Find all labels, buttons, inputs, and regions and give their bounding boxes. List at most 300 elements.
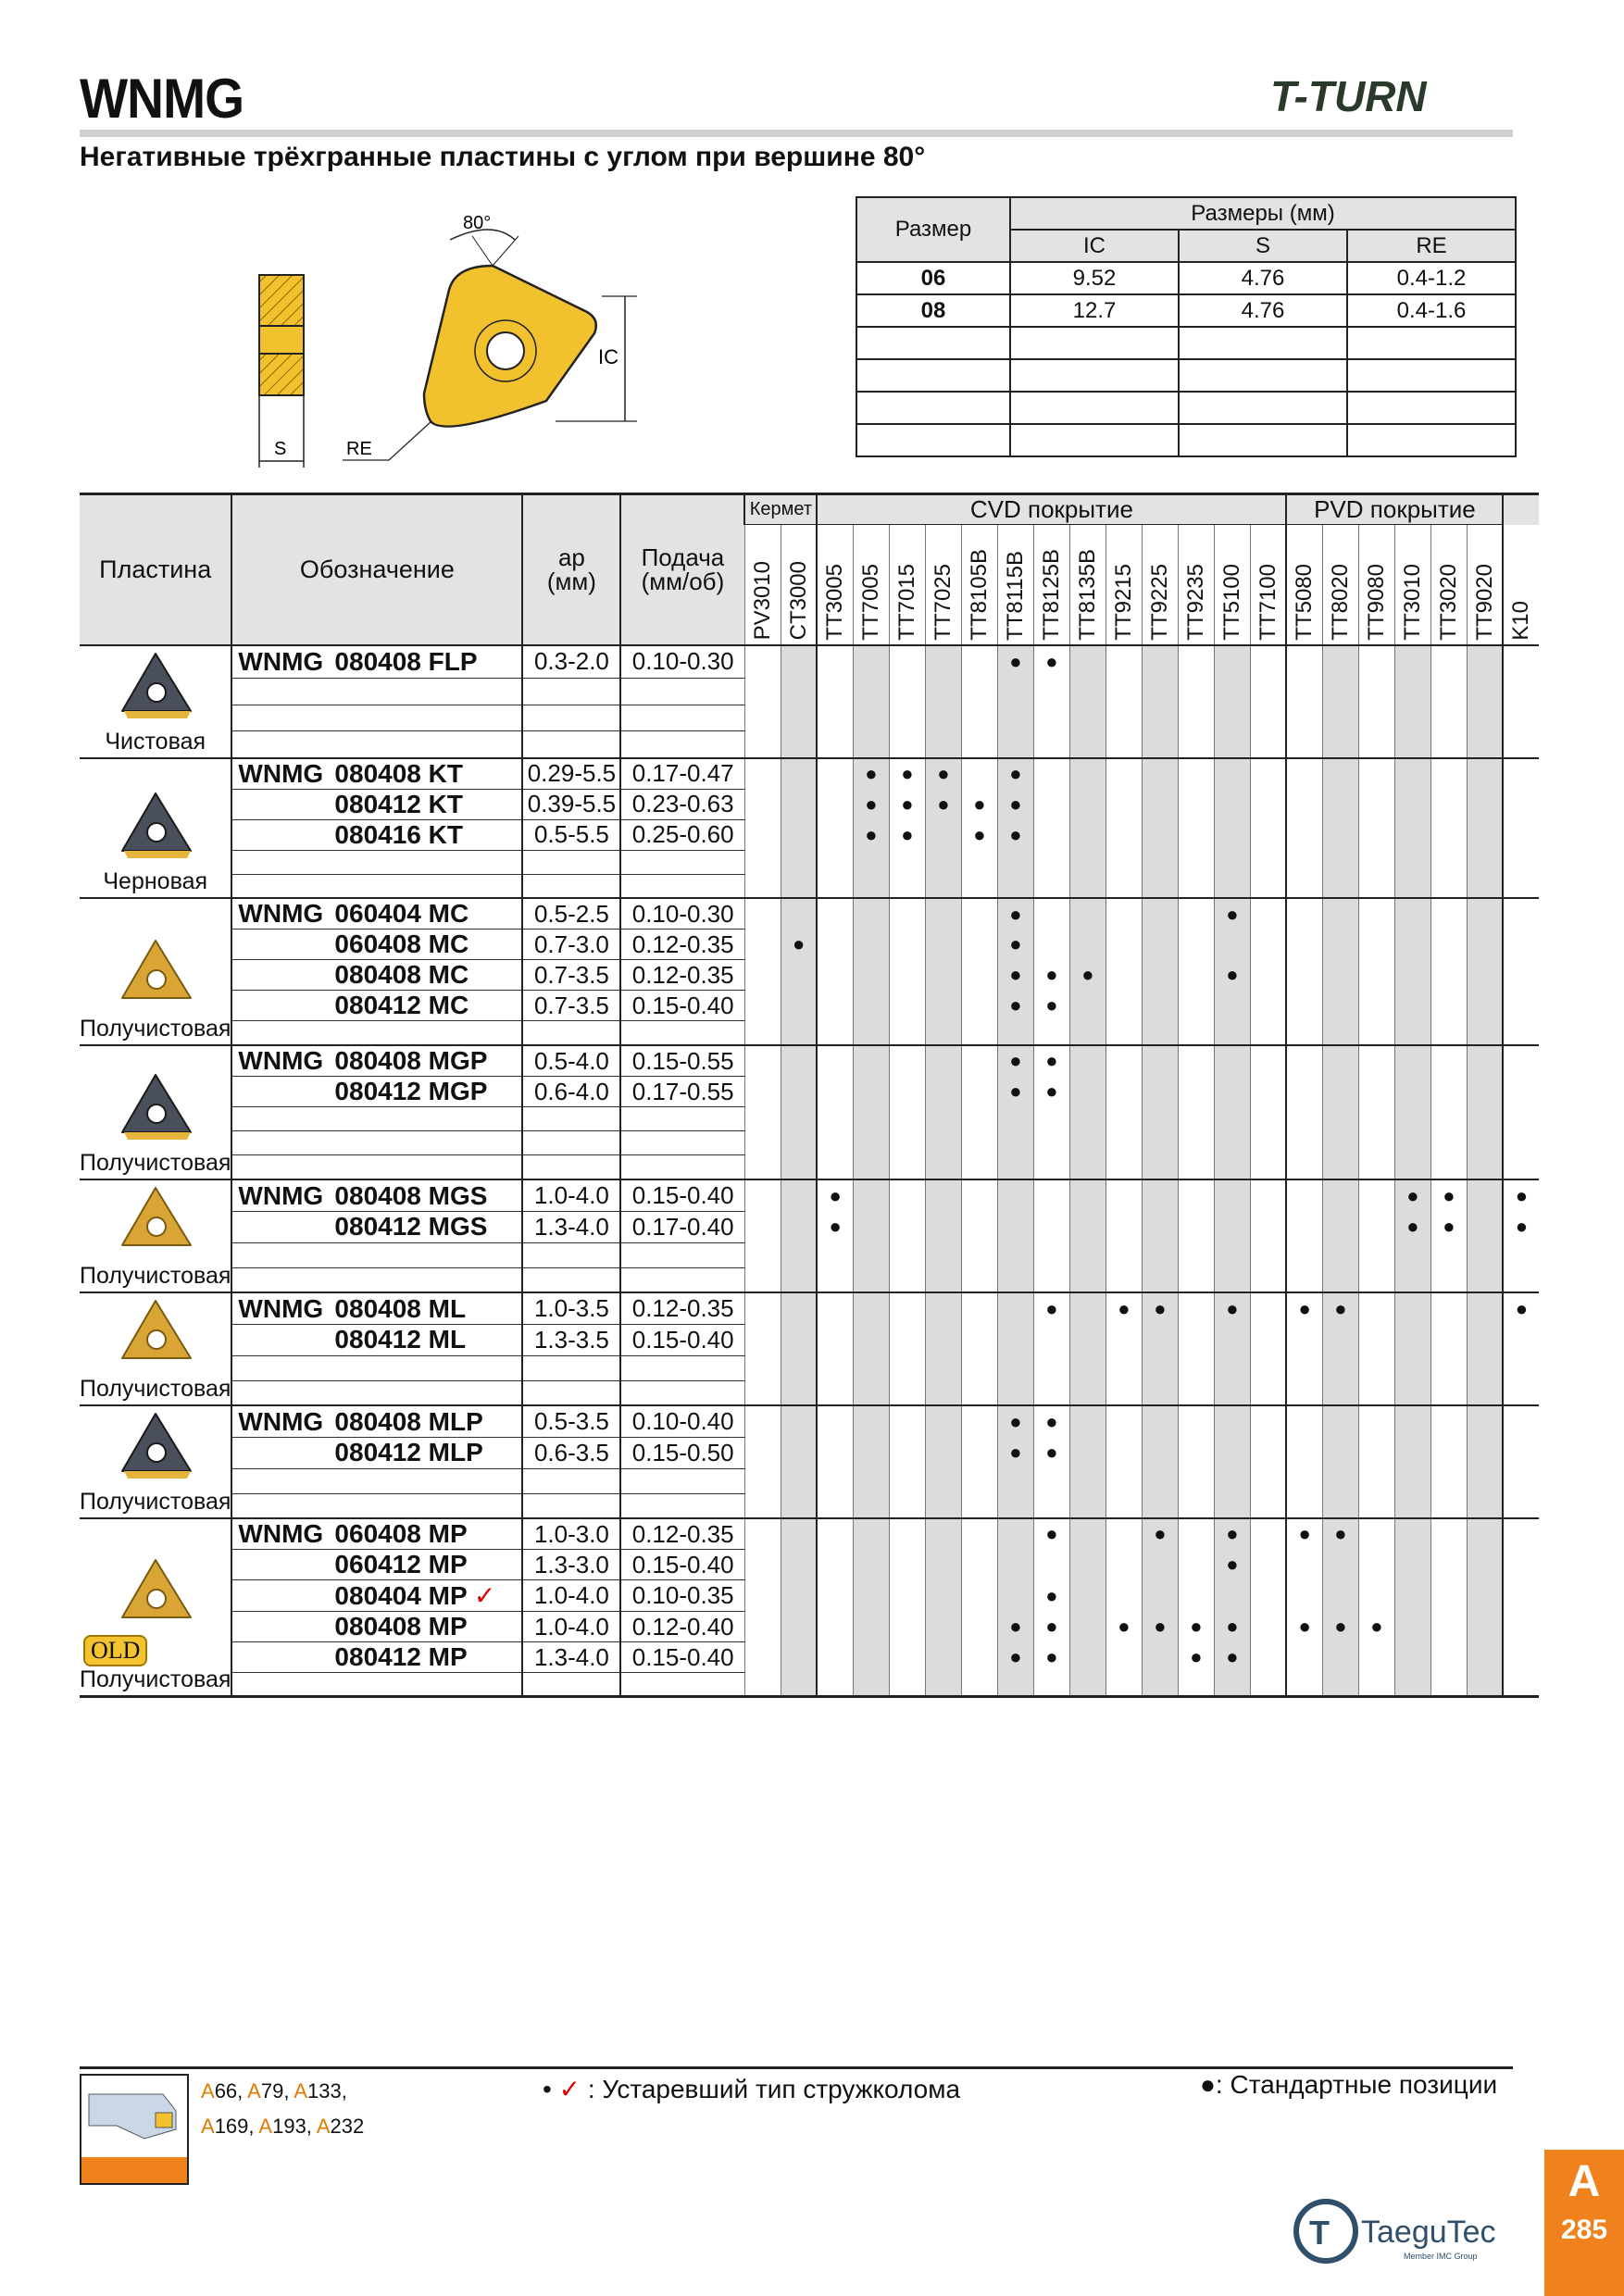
ref-letter: A bbox=[316, 2115, 331, 2138]
feed-cell: 0.12-0.40 bbox=[620, 1612, 744, 1642]
grade-availability-cell bbox=[1106, 1155, 1142, 1179]
ap-cell-empty bbox=[522, 1673, 620, 1697]
grade-availability-cell bbox=[781, 1045, 817, 1077]
grade-availability-cell bbox=[1467, 960, 1503, 991]
feed-cell-empty bbox=[620, 1493, 744, 1518]
grade-availability-cell bbox=[781, 960, 817, 991]
designation-prefix: WNMG bbox=[238, 646, 324, 676]
grade-availability-cell bbox=[1069, 1580, 1106, 1612]
standard-dot-icon: ● bbox=[1226, 1615, 1239, 1639]
grade-header bbox=[1106, 525, 1142, 645]
insert-cell bbox=[80, 1292, 231, 1405]
refs-line-1 bbox=[201, 2074, 364, 2109]
grade-availability-cell bbox=[1467, 789, 1503, 819]
grade-availability-cell bbox=[1069, 1642, 1106, 1673]
ap-cell: 0.29-5.5 bbox=[522, 758, 620, 790]
grade-availability-cell bbox=[1250, 1045, 1286, 1077]
feed-cell-empty bbox=[620, 1468, 744, 1493]
standard-dot-icon: ● bbox=[1081, 963, 1094, 987]
grade-availability-cell bbox=[1250, 819, 1286, 850]
grade-availability-cell bbox=[853, 1292, 889, 1324]
grade-availability-cell bbox=[1106, 960, 1142, 991]
grade-availability-cell bbox=[1467, 758, 1503, 790]
table-row bbox=[80, 1580, 1539, 1612]
grade-availability-cell bbox=[1214, 1518, 1250, 1550]
insert-photo-gold bbox=[117, 1184, 194, 1256]
grade-availability-cell bbox=[853, 1612, 889, 1642]
grade-availability-cell bbox=[1430, 1077, 1467, 1107]
grade-availability-cell bbox=[1069, 705, 1106, 731]
grade-availability-cell bbox=[1069, 1355, 1106, 1380]
grade-availability-cell bbox=[1394, 960, 1430, 991]
grade-availability-cell bbox=[997, 645, 1033, 679]
ap-cell-empty bbox=[522, 1021, 620, 1045]
grade-availability-cell bbox=[817, 991, 853, 1021]
grade-availability-cell bbox=[925, 960, 961, 991]
ref-page[interactable]: 169, bbox=[214, 2115, 259, 2138]
standard-dot-icon: ● bbox=[1009, 761, 1022, 785]
standard-dot-icon: ● bbox=[1515, 1296, 1529, 1320]
grade-availability-cell bbox=[1286, 1212, 1322, 1243]
designation-cell-empty bbox=[231, 850, 522, 874]
grade-availability-cell bbox=[1214, 1493, 1250, 1518]
grade-availability-cell bbox=[1142, 1045, 1178, 1077]
grade-availability-cell bbox=[781, 645, 817, 679]
grade-availability-cell bbox=[1106, 1212, 1142, 1243]
grade-availability-cell bbox=[1467, 1612, 1503, 1642]
grade-availability-cell bbox=[1178, 1021, 1214, 1045]
grade-availability-cell bbox=[1394, 1325, 1430, 1356]
grade-availability-cell bbox=[1069, 1267, 1106, 1292]
grade-availability-cell bbox=[1250, 1179, 1286, 1211]
size-cell: 06 bbox=[856, 262, 1010, 294]
grade-availability-cell bbox=[744, 1493, 781, 1518]
grade-header bbox=[853, 525, 889, 645]
grade-availability-cell bbox=[1430, 930, 1467, 960]
grade-availability-cell bbox=[1503, 789, 1539, 819]
grade-availability-cell bbox=[1467, 1292, 1503, 1324]
insert-photo-gold bbox=[117, 1556, 194, 1628]
grade-availability-cell bbox=[1106, 874, 1142, 898]
grade-availability-cell bbox=[1286, 1267, 1322, 1292]
grade-availability-cell bbox=[925, 1155, 961, 1179]
grade-availability-cell bbox=[1214, 1212, 1250, 1243]
ref-page[interactable]: 133, bbox=[307, 2079, 347, 2103]
standard-dot-icon: ● bbox=[937, 761, 950, 785]
grade-availability-cell bbox=[1033, 758, 1069, 790]
grade-availability-cell bbox=[853, 645, 889, 679]
ap-cell: 0.5-4.0 bbox=[522, 1045, 620, 1077]
grade-availability-cell bbox=[1178, 1107, 1214, 1131]
grade-availability-cell bbox=[1322, 758, 1358, 790]
grade-availability-cell bbox=[1214, 1325, 1250, 1356]
grade-availability-cell bbox=[817, 1045, 853, 1077]
designation-code: 080412 MGP bbox=[334, 1077, 488, 1106]
grade-availability-cell bbox=[1214, 819, 1250, 850]
grade-availability-cell bbox=[1033, 731, 1069, 758]
grade-availability-cell bbox=[1142, 898, 1178, 930]
ap-cell: 0.39-5.5 bbox=[522, 789, 620, 819]
grade-availability-cell bbox=[1358, 679, 1394, 705]
standard-dot-icon: ● bbox=[865, 822, 878, 846]
standard-dot-icon: ● bbox=[1154, 1615, 1167, 1639]
ic-cell: 9.52 bbox=[1010, 262, 1179, 294]
feed-cell-empty bbox=[620, 1131, 744, 1155]
designation-cell-empty bbox=[231, 1242, 522, 1267]
table-row bbox=[80, 1292, 1539, 1324]
grade-availability-cell bbox=[1358, 819, 1394, 850]
grade-availability-cell bbox=[889, 960, 925, 991]
designation-cell-empty bbox=[231, 679, 522, 705]
grade-availability-cell bbox=[1250, 679, 1286, 705]
grade-availability-cell bbox=[1069, 758, 1106, 790]
grade-availability-cell bbox=[853, 1518, 889, 1550]
ap-cell-empty bbox=[522, 705, 620, 731]
designation-prefix: WNMG bbox=[238, 758, 324, 788]
grade-availability-cell bbox=[1033, 1267, 1069, 1292]
standard-dot-icon: ● bbox=[1009, 993, 1022, 1017]
table-row bbox=[80, 1267, 1539, 1292]
grade-availability-cell bbox=[1430, 960, 1467, 991]
grade-availability-cell bbox=[817, 1131, 853, 1155]
grade-availability-cell bbox=[1467, 898, 1503, 930]
grade-header bbox=[1467, 525, 1503, 645]
grade-availability-cell bbox=[1142, 1179, 1178, 1211]
grade-availability-cell bbox=[817, 1021, 853, 1045]
table-row bbox=[80, 1518, 1539, 1550]
grade-availability-cell bbox=[925, 705, 961, 731]
size-cell: 08 bbox=[856, 294, 1010, 327]
grade-availability-cell bbox=[925, 1045, 961, 1077]
grade-availability-cell bbox=[1142, 1292, 1178, 1324]
grade-availability-cell bbox=[853, 1355, 889, 1380]
ref-page[interactable]: 66, bbox=[214, 2079, 248, 2103]
grade-availability-cell bbox=[1322, 705, 1358, 731]
ap-cell: 0.6-4.0 bbox=[522, 1077, 620, 1107]
grade-availability-cell bbox=[1394, 850, 1430, 874]
table-row bbox=[80, 991, 1539, 1021]
grade-availability-cell bbox=[1142, 789, 1178, 819]
grade-availability-cell bbox=[925, 1131, 961, 1155]
grade-availability-cell bbox=[997, 679, 1033, 705]
designation-prefix: WNMG bbox=[238, 1046, 324, 1076]
grade-label: PV3010 bbox=[749, 561, 775, 641]
standard-dot-icon: ● bbox=[1370, 1615, 1383, 1639]
grade-availability-cell bbox=[1033, 1438, 1069, 1469]
insert-cell bbox=[80, 758, 231, 899]
ap-cell: 0.5-2.5 bbox=[522, 898, 620, 930]
grade-availability-cell bbox=[889, 1107, 925, 1131]
grade-availability-cell bbox=[1214, 1267, 1250, 1292]
grade-availability-cell bbox=[1106, 1468, 1142, 1493]
grade-availability-cell bbox=[925, 1021, 961, 1045]
grade-availability-cell bbox=[1322, 1673, 1358, 1697]
grade-availability-cell bbox=[744, 1518, 781, 1550]
table-row bbox=[80, 1155, 1539, 1179]
grade-availability-cell bbox=[853, 819, 889, 850]
grade-availability-cell bbox=[1503, 679, 1539, 705]
designation-code: 080412 MP bbox=[334, 1642, 468, 1672]
grade-availability-cell bbox=[1430, 1292, 1467, 1324]
grade-availability-cell bbox=[1250, 1580, 1286, 1612]
grade-availability-cell bbox=[1322, 1355, 1358, 1380]
grade-availability-cell bbox=[1467, 1405, 1503, 1437]
grade-availability-cell bbox=[853, 1077, 889, 1107]
grade-availability-cell bbox=[781, 1493, 817, 1518]
page-tab bbox=[1544, 2150, 1624, 2296]
grade-availability-cell bbox=[1106, 819, 1142, 850]
designation-cell-empty bbox=[231, 1107, 522, 1131]
insert-photo-dark bbox=[117, 1410, 194, 1482]
grade-availability-cell bbox=[997, 1355, 1033, 1380]
grade-availability-cell bbox=[1286, 898, 1322, 930]
feed-cell-empty bbox=[620, 679, 744, 705]
grade-availability-cell bbox=[1358, 991, 1394, 1021]
grade-availability-cell bbox=[1178, 1673, 1214, 1697]
grade-availability-cell bbox=[1250, 1131, 1286, 1155]
grade-availability-cell bbox=[889, 850, 925, 874]
grade-availability-cell bbox=[997, 1468, 1033, 1493]
insert-photo-dark bbox=[117, 650, 194, 722]
grade-availability-cell bbox=[1503, 819, 1539, 850]
grade-availability-cell bbox=[1250, 1077, 1286, 1107]
grade-label: K10 bbox=[1508, 600, 1534, 641]
grade-availability-cell bbox=[1250, 1325, 1286, 1356]
grade-availability-cell bbox=[1322, 960, 1358, 991]
grade-availability-cell bbox=[744, 1107, 781, 1131]
standard-dot-icon: ● bbox=[1045, 1296, 1058, 1320]
table-row bbox=[80, 850, 1539, 874]
grade-availability-cell bbox=[1178, 1242, 1214, 1267]
grade-availability-cell bbox=[961, 758, 997, 790]
grade-availability-cell bbox=[1430, 1355, 1467, 1380]
standard-dot-icon: ● bbox=[901, 761, 914, 785]
grade-availability-cell bbox=[853, 960, 889, 991]
grade-availability-cell bbox=[1467, 1493, 1503, 1518]
grade-availability-cell bbox=[997, 930, 1033, 960]
grade-availability-cell bbox=[889, 1468, 925, 1493]
grade-availability-cell bbox=[781, 1267, 817, 1292]
grade-availability-cell bbox=[1069, 1179, 1106, 1211]
grade-label: TT7025 bbox=[930, 563, 956, 641]
grade-availability-cell bbox=[1286, 930, 1322, 960]
feed-cell-empty bbox=[620, 1021, 744, 1045]
grade-availability-cell bbox=[1286, 1179, 1322, 1211]
grade-availability-cell bbox=[817, 1642, 853, 1673]
ref-page[interactable]: 193, bbox=[272, 2115, 317, 2138]
ap-cell-empty bbox=[522, 1155, 620, 1179]
grade-availability-cell bbox=[744, 789, 781, 819]
grade-availability-cell bbox=[1069, 960, 1106, 991]
grade-availability-cell bbox=[1106, 705, 1142, 731]
ref-letter: A bbox=[294, 2079, 308, 2103]
grade-availability-cell bbox=[1106, 1131, 1142, 1155]
grade-availability-cell bbox=[853, 930, 889, 960]
grade-availability-cell bbox=[1142, 1642, 1178, 1673]
designation-code: 080412 ML bbox=[334, 1325, 467, 1354]
grade-availability-cell bbox=[1467, 991, 1503, 1021]
table-row bbox=[80, 1242, 1539, 1267]
grade-availability-cell bbox=[1142, 1212, 1178, 1243]
grade-availability-cell bbox=[925, 1292, 961, 1324]
grade-availability-cell bbox=[925, 758, 961, 790]
grade-availability-cell bbox=[1430, 1673, 1467, 1697]
grade-availability-cell bbox=[1430, 991, 1467, 1021]
grade-availability-cell bbox=[1214, 1580, 1250, 1612]
grade-availability-cell bbox=[1214, 1077, 1250, 1107]
grade-availability-cell bbox=[1178, 991, 1214, 1021]
designation-cell bbox=[231, 1550, 522, 1580]
grade-availability-cell bbox=[1178, 1077, 1214, 1107]
ap-cell: 1.0-4.0 bbox=[522, 1580, 620, 1612]
grade-availability-cell bbox=[817, 1179, 853, 1211]
grade-availability-cell bbox=[817, 1107, 853, 1131]
grade-availability-cell bbox=[1250, 930, 1286, 960]
side-view bbox=[259, 275, 304, 468]
grade-availability-cell bbox=[1106, 1550, 1142, 1580]
standard-dot-icon: ● bbox=[1226, 1553, 1239, 1577]
table-row bbox=[80, 679, 1539, 705]
grade-availability-cell bbox=[1358, 874, 1394, 898]
grade-availability-cell bbox=[1250, 898, 1286, 930]
grade-availability-cell bbox=[744, 1155, 781, 1179]
grade-availability-cell bbox=[1467, 819, 1503, 850]
grade-availability-cell bbox=[1033, 645, 1069, 679]
designation-code: 080408 FLP bbox=[334, 646, 478, 676]
toolholder-icon bbox=[80, 2074, 189, 2185]
grade-availability-cell bbox=[781, 1107, 817, 1131]
grade-availability-cell bbox=[817, 1242, 853, 1267]
grade-availability-cell bbox=[997, 1518, 1033, 1550]
grade-availability-cell bbox=[1430, 1107, 1467, 1131]
grade-availability-cell bbox=[1069, 1212, 1106, 1243]
grade-availability-cell bbox=[1503, 960, 1539, 991]
grade-availability-cell bbox=[1033, 1131, 1069, 1155]
grade-availability-cell bbox=[781, 850, 817, 874]
table-row bbox=[80, 898, 1539, 930]
grade-availability-cell bbox=[1503, 898, 1539, 930]
grade-availability-cell bbox=[1033, 1405, 1069, 1437]
grade-availability-cell bbox=[1467, 1107, 1503, 1131]
designation-cell bbox=[231, 930, 522, 960]
grade-availability-cell bbox=[1430, 1131, 1467, 1155]
grade-availability-cell bbox=[1394, 1077, 1430, 1107]
standard-dot-icon: ● bbox=[1443, 1215, 1455, 1239]
grade-availability-cell bbox=[961, 1612, 997, 1642]
refs-line-2 bbox=[201, 2109, 364, 2144]
grade-availability-cell bbox=[1503, 1355, 1539, 1380]
grade-availability-cell bbox=[1178, 1131, 1214, 1155]
grade-availability-cell bbox=[817, 874, 853, 898]
feed-cell: 0.15-0.40 bbox=[620, 1179, 744, 1211]
grade-availability-cell bbox=[781, 1380, 817, 1405]
grade-header bbox=[889, 525, 925, 645]
standard-dot-icon: ● bbox=[829, 1215, 842, 1239]
top-view bbox=[343, 213, 637, 460]
designation-cell bbox=[231, 991, 522, 1021]
grade-availability-cell bbox=[1322, 645, 1358, 679]
grade-availability-cell bbox=[1250, 1380, 1286, 1405]
grade-availability-cell bbox=[744, 1612, 781, 1642]
grade-availability-cell bbox=[1358, 1045, 1394, 1077]
ref-page[interactable]: 79, bbox=[260, 2079, 294, 2103]
grade-availability-cell bbox=[1467, 1438, 1503, 1469]
grade-availability-cell bbox=[925, 789, 961, 819]
grade-availability-cell bbox=[997, 850, 1033, 874]
grade-table bbox=[80, 493, 1539, 1698]
grade-availability-cell bbox=[1430, 789, 1467, 819]
feed-cell: 0.15-0.50 bbox=[620, 1438, 744, 1469]
grade-header bbox=[1358, 525, 1394, 645]
grade-availability-cell bbox=[1286, 1155, 1322, 1179]
grade-availability-cell bbox=[1467, 731, 1503, 758]
grade-availability-cell bbox=[1286, 1355, 1322, 1380]
grade-availability-cell bbox=[1503, 1518, 1539, 1550]
grade-availability-cell bbox=[1033, 960, 1069, 991]
ref-page[interactable]: 232 bbox=[330, 2115, 365, 2138]
grade-availability-cell bbox=[889, 1292, 925, 1324]
grade-availability-cell bbox=[1142, 1021, 1178, 1045]
grade-availability-cell bbox=[1430, 1242, 1467, 1267]
feed-header: Подача (мм/об) bbox=[620, 494, 744, 645]
standard-dot-icon: ● bbox=[937, 792, 950, 816]
ap-cell: 0.7-3.0 bbox=[522, 930, 620, 960]
grade-availability-cell bbox=[1033, 930, 1069, 960]
grade-availability-cell bbox=[997, 991, 1033, 1021]
cermet-header: Кермет bbox=[744, 494, 817, 525]
insert-cell bbox=[80, 1518, 231, 1697]
grade-availability-cell bbox=[1250, 758, 1286, 790]
header-rule bbox=[80, 130, 1513, 137]
grade-availability-cell bbox=[744, 1405, 781, 1437]
grade-availability-cell bbox=[961, 960, 997, 991]
designation-cell bbox=[231, 898, 522, 930]
ap-cell-empty bbox=[522, 1131, 620, 1155]
grade-availability-cell bbox=[889, 930, 925, 960]
grade-availability-cell bbox=[1178, 731, 1214, 758]
standard-dot-icon: ● bbox=[1298, 1296, 1311, 1320]
grade-availability-cell bbox=[997, 1107, 1033, 1131]
grade-availability-cell bbox=[744, 731, 781, 758]
feed-cell: 0.10-0.35 bbox=[620, 1580, 744, 1612]
grade-header bbox=[817, 525, 853, 645]
designation-code: 080412 MLP bbox=[334, 1438, 483, 1467]
grade-availability-cell bbox=[1250, 991, 1286, 1021]
grade-availability-cell bbox=[1286, 1325, 1322, 1356]
grade-availability-cell bbox=[1106, 789, 1142, 819]
standard-dot-icon: ● bbox=[865, 792, 878, 816]
grade-availability-cell bbox=[781, 1292, 817, 1324]
grade-availability-cell bbox=[1322, 731, 1358, 758]
standard-dot-icon: ● bbox=[901, 792, 914, 816]
legend-standard-text: : Стандартные позиции bbox=[1215, 2070, 1498, 2099]
grade-availability-cell bbox=[1394, 1242, 1430, 1267]
grade-availability-cell bbox=[1322, 874, 1358, 898]
ap-cell-empty bbox=[522, 1380, 620, 1405]
grade-availability-cell bbox=[744, 1355, 781, 1380]
grade-availability-cell bbox=[1358, 1550, 1394, 1580]
table-row bbox=[80, 1438, 1539, 1469]
grade-availability-cell bbox=[1286, 960, 1322, 991]
ap-cell-empty bbox=[522, 1107, 620, 1131]
grade-availability-cell bbox=[853, 1325, 889, 1356]
grade-availability-cell bbox=[1142, 758, 1178, 790]
feed-cell-empty bbox=[620, 1267, 744, 1292]
grade-availability-cell bbox=[853, 1212, 889, 1243]
grade-availability-cell bbox=[1178, 1612, 1214, 1642]
grade-availability-cell bbox=[1178, 819, 1214, 850]
grade-availability-cell bbox=[1250, 1405, 1286, 1437]
